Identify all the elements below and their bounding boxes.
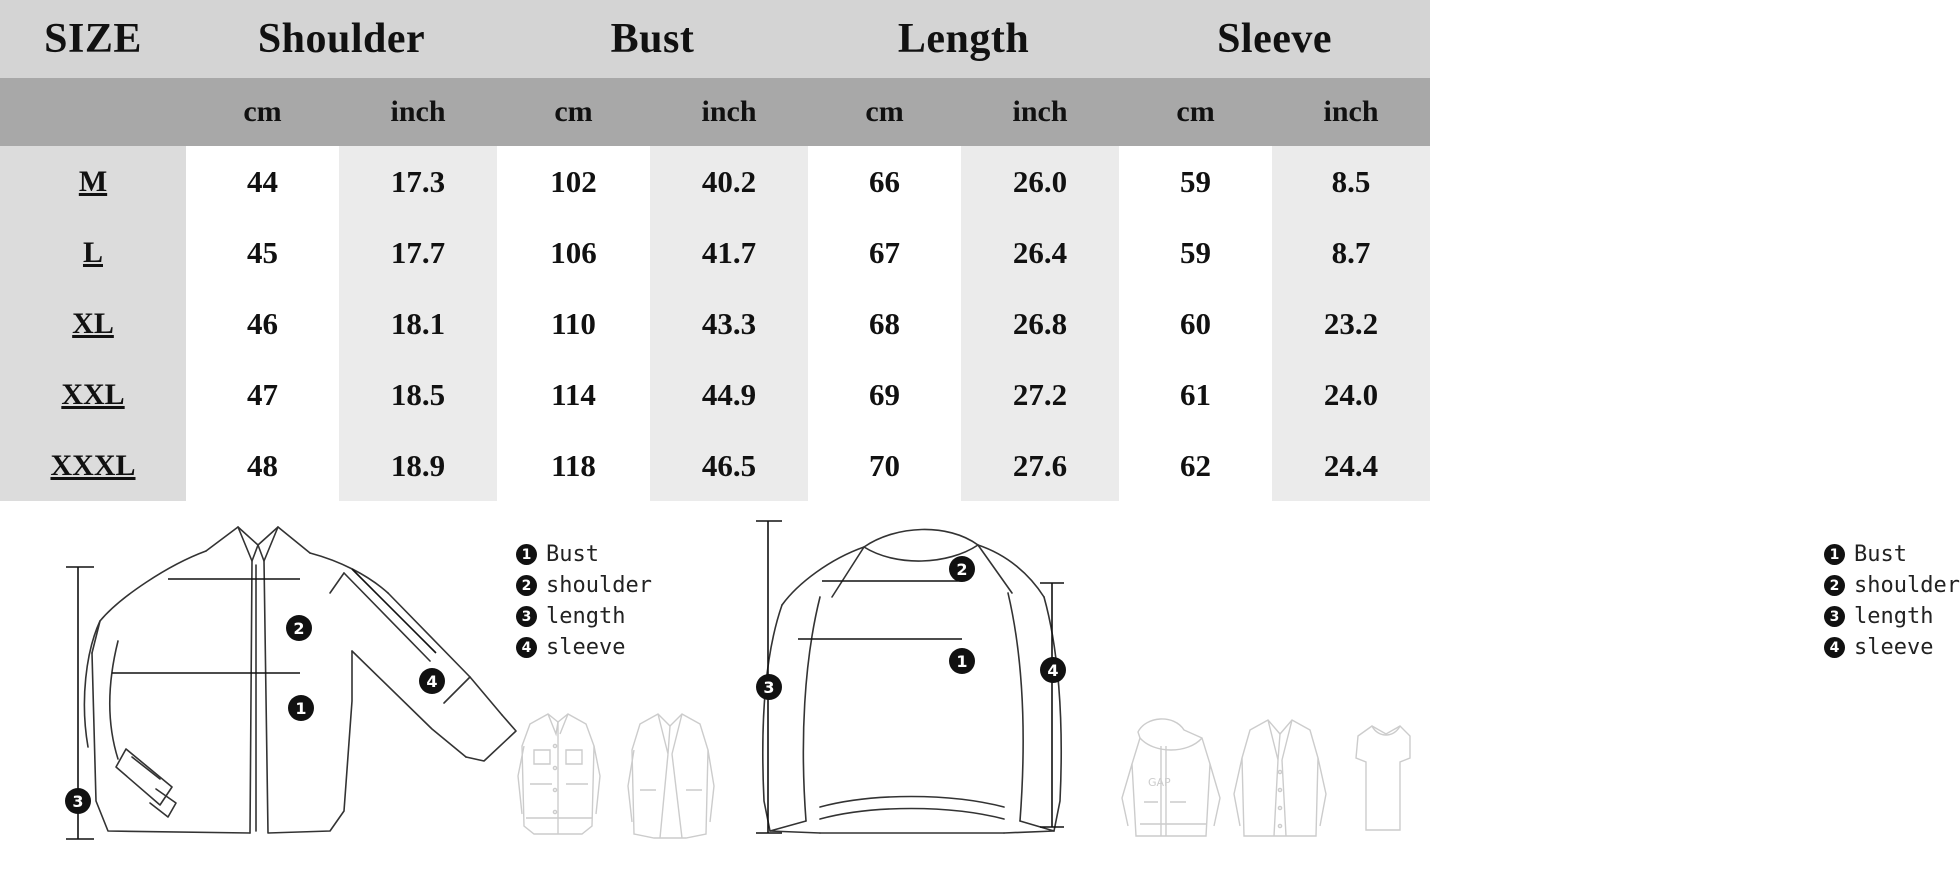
cell-bust-cm: 106 <box>497 217 650 288</box>
legend-bullet-icon: 4 <box>1824 637 1845 658</box>
cell-length-inch: 27.2 <box>961 359 1119 430</box>
legend-bullet-icon: 2 <box>516 575 537 596</box>
cell-bust-cm: 114 <box>497 359 650 430</box>
callout-bust: 1 <box>949 648 975 674</box>
unit-bust-cm: cm <box>497 78 650 146</box>
callout-shoulder: 2 <box>286 615 312 641</box>
cell-shoulder-cm: 45 <box>186 217 339 288</box>
size-chart-table <box>0 0 1430 501</box>
legend-label: sleeve <box>1854 635 1934 660</box>
unit-length-inch: inch <box>961 78 1119 146</box>
table-row <box>0 288 1430 359</box>
cell-sleeve-inch: 23.2 <box>1272 288 1430 359</box>
row-size-label: XXXL <box>0 430 186 501</box>
cell-bust-cm: 102 <box>497 146 650 217</box>
callout-length: 3 <box>65 788 91 814</box>
cell-shoulder-cm: 48 <box>186 430 339 501</box>
unit-length-cm: cm <box>808 78 961 146</box>
row-size-label: XXL <box>0 359 186 430</box>
legend-bullet-icon: 1 <box>1824 544 1845 565</box>
cell-bust-inch: 40.2 <box>650 146 808 217</box>
legend-item <box>1824 570 1960 601</box>
cell-sleeve-inch: 8.7 <box>1272 217 1430 288</box>
callout-length: 3 <box>756 674 782 700</box>
cell-sleeve-cm: 61 <box>1119 359 1272 430</box>
callout-shoulder: 2 <box>949 556 975 582</box>
callout-bust: 1 <box>288 695 314 721</box>
unit-shoulder-cm: cm <box>186 78 339 146</box>
cell-length-cm: 70 <box>808 430 961 501</box>
header-size: SIZE <box>0 0 186 78</box>
legend-bullet-icon: 4 <box>516 637 537 658</box>
cell-length-cm: 66 <box>808 146 961 217</box>
cell-shoulder-inch: 18.9 <box>339 430 497 501</box>
legend-item <box>1824 632 1960 663</box>
table-header-row <box>0 0 1430 78</box>
cell-sleeve-cm: 60 <box>1119 288 1272 359</box>
callout-sleeve: 4 <box>419 668 445 694</box>
table-row <box>0 359 1430 430</box>
legend-item <box>516 601 652 632</box>
unit-sleeve-cm: cm <box>1119 78 1272 146</box>
table-row <box>0 217 1430 288</box>
unit-sleeve-inch: inch <box>1272 78 1430 146</box>
legend-label: shoulder <box>1854 573 1960 598</box>
cell-sleeve-inch: 24.0 <box>1272 359 1430 430</box>
legend-bullet-icon: 3 <box>1824 606 1845 627</box>
cell-length-inch: 27.6 <box>961 430 1119 501</box>
row-size-label: M <box>0 146 186 217</box>
cell-sleeve-cm: 62 <box>1119 430 1272 501</box>
legend-left <box>516 539 652 663</box>
unit-bust-inch: inch <box>650 78 808 146</box>
cell-bust-inch: 41.7 <box>650 217 808 288</box>
cell-bust-inch: 43.3 <box>650 288 808 359</box>
cell-shoulder-inch: 17.7 <box>339 217 497 288</box>
legend-item <box>516 632 652 663</box>
cell-sleeve-cm: 59 <box>1119 146 1272 217</box>
callout-sleeve: 4 <box>1040 657 1066 683</box>
cell-length-inch: 26.0 <box>961 146 1119 217</box>
legend-right <box>1824 539 1960 663</box>
measurement-diagrams <box>0 501 1960 871</box>
cell-sleeve-inch: 8.5 <box>1272 146 1430 217</box>
legend-label: Bust <box>546 542 599 567</box>
header-shoulder: Shoulder <box>186 0 497 78</box>
legend-label: length <box>1854 604 1934 629</box>
cell-bust-inch: 44.9 <box>650 359 808 430</box>
shirt-diagram-block <box>0 501 712 871</box>
sweater-diagram-block <box>712 501 1960 871</box>
header-sleeve: Sleeve <box>1119 0 1430 78</box>
garment-thumbnails-right <box>1110 706 1410 866</box>
cell-length-inch: 26.4 <box>961 217 1119 288</box>
cell-shoulder-cm: 46 <box>186 288 339 359</box>
table-row <box>0 430 1430 501</box>
unit-blank <box>0 78 186 146</box>
row-size-label: XL <box>0 288 186 359</box>
legend-label: shoulder <box>546 573 652 598</box>
cell-shoulder-inch: 18.1 <box>339 288 497 359</box>
cell-length-cm: 69 <box>808 359 961 430</box>
garment-thumbnails-left <box>500 706 720 866</box>
legend-bullet-icon: 2 <box>1824 575 1845 596</box>
legend-item <box>1824 601 1960 632</box>
legend-label: Bust <box>1854 542 1907 567</box>
legend-item <box>1824 539 1960 570</box>
cell-shoulder-inch: 18.5 <box>339 359 497 430</box>
cell-sleeve-cm: 59 <box>1119 217 1272 288</box>
table-unit-row <box>0 78 1430 146</box>
unit-shoulder-inch: inch <box>339 78 497 146</box>
cell-shoulder-cm: 44 <box>186 146 339 217</box>
legend-label: length <box>546 604 626 629</box>
legend-bullet-icon: 1 <box>516 544 537 565</box>
cell-bust-cm: 118 <box>497 430 650 501</box>
legend-item <box>516 539 652 570</box>
header-length: Length <box>808 0 1119 78</box>
cell-bust-cm: 110 <box>497 288 650 359</box>
cell-shoulder-cm: 47 <box>186 359 339 430</box>
legend-label: sleeve <box>546 635 626 660</box>
svg-text:GAP: GAP <box>1148 776 1171 789</box>
legend-bullet-icon: 3 <box>516 606 537 627</box>
cell-length-inch: 26.8 <box>961 288 1119 359</box>
legend-item <box>516 570 652 601</box>
cell-bust-inch: 46.5 <box>650 430 808 501</box>
cell-sleeve-inch: 24.4 <box>1272 430 1430 501</box>
header-bust: Bust <box>497 0 808 78</box>
row-size-label: L <box>0 217 186 288</box>
cell-shoulder-inch: 17.3 <box>339 146 497 217</box>
table-row <box>0 146 1430 217</box>
cell-length-cm: 67 <box>808 217 961 288</box>
cell-length-cm: 68 <box>808 288 961 359</box>
